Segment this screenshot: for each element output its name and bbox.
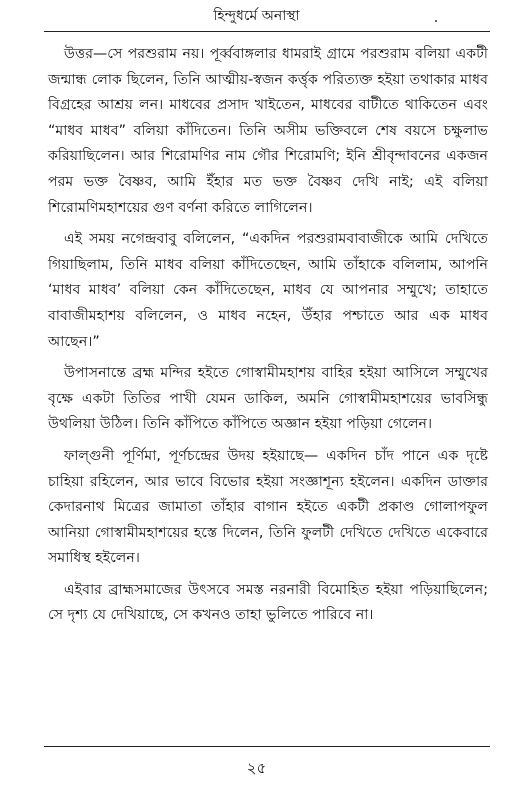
paragraph: উপাসনান্তে ব্রহ্ম মন্দির হইতে গোস্বামীমহাশয় বাহির হইয়া আসিলে সম্মুখের বৃক্ষে একটা তিতির পাখী যেমন ডাকিল, অমনি গোস্বামীমহাশয়ের ভাবসিন্ধু উথলিয়া উঠিল। তিনি কাঁপিতে কাঁপিতে অজ্ঞান হইয়া পড়িয়া গেলেন।	[48, 365, 488, 433]
paragraph: এইবার ব্রাহ্মসমাজের উৎসবে সমস্ত নরনারী বিমোহিত হইয়া পড়িয়াছিলেন; সে দৃশ্য যে দেখিয়াছে, সে কখনও তাহা ভুলিতে পারিবে না।	[48, 581, 488, 624]
stray-dot	[435, 20, 437, 22]
paragraph: উত্তর—সে পরশুরাম নয়। পূর্ব্ববাঙ্গলার ধামরাই গ্রামে পরশুরাম বলিয়া একটী জন্মান্ধ লোক ছিলেন, তিনি আত্মীয়-স্বজন কর্ত্তৃক পরিত্যক্ত হইয়া তথাকার মাধব বিগ্রহের আশ্রয় লন। মাধবের প্রসাদ খাইতেন, মাধবের বাটীতে থাকিতেন এবং “মাধব মাধব” বলিয়া কাঁদিতেন। তিনি অসীম ভক্তিবলে শেষ বয়সে চক্ষুলাভ করিয়াছিলেন। আর শিরোমণির নাম গৌর শিরোমণি; ইনি শ্রীবৃন্দাবনের একজন পরম ভক্ত বৈষ্ণব, আমি ইঁহার মত ভক্ত বৈষ্ণব দেখি নাই; এই বলিয়া শিরোমণিমহাশয়ের গুণ বর্ণনা করিতে লাগিলেন।	[48, 46, 488, 216]
header-rule	[44, 31, 490, 32]
footer-rule	[44, 746, 490, 747]
running-header: হিন্দুধর্মে অনাস্থা	[213, 8, 300, 24]
page-number: ২৫	[246, 759, 267, 777]
paragraph: এই সময় নগেন্দ্রবাবু বলিলেন, “একদিন পরশুরামবাবাজীকে আমি দেখিতে গিয়াছিলাম, তিনি মাধব বলিয়া কাঁদিতেছেন, আমি তাঁহাকে বলিলাম, আপনি ‘মাধব মাধব’ বলিয়া কেন কাঁদিতেছেন, মাধব যে আপনার সম্মুখে; তাহাতে বাবাজীমহাশয় বলিলেন, ও মাধব নহেন, উঁহার পশ্চাতে আর এক মাধব আছেন।”	[48, 231, 488, 350]
body-text	[48, 42, 488, 635]
paragraph: ফাল্গুনী পূর্ণিমা, পূর্ণচন্দ্রের উদয় হইয়াছে— একদিন চাঁদ পানে এক দৃষ্টে চাহিয়া রহিলেন, আর ভাবে বিভোর হইয়া সংজ্ঞাশূন্য হইলেন। একদিন ডাক্তার কেদারনাথ মিত্রের জামাতা তাঁহার বাগান হইতে একটী প্রকাণ্ড গোলাপফুল আনিয়া গোস্বামীমহাশয়ের হস্তে দিলেন, তিনি ফুলটী দেখিতে দেখিতে একেবারে সমাধিস্থ হইলেন।	[48, 447, 488, 567]
